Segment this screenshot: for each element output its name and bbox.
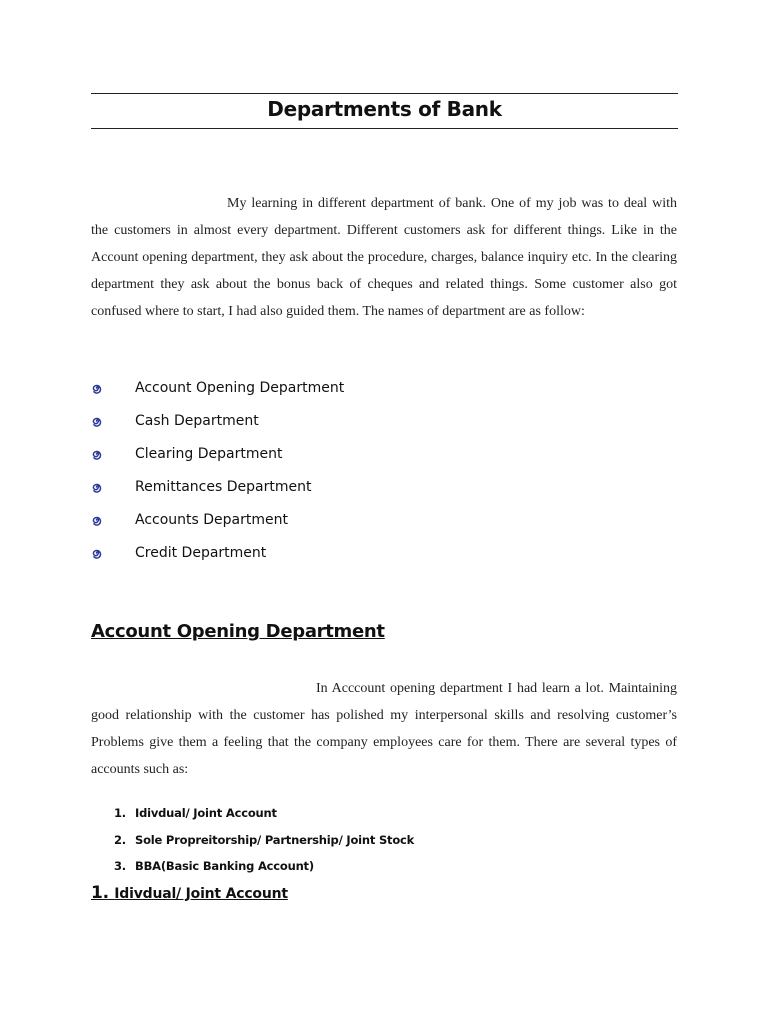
list-item [91, 853, 414, 880]
department-label: Clearing Department [135, 445, 283, 462]
subsection-label: Idivdual/ Joint Account [114, 886, 288, 902]
title-top-rule [91, 93, 678, 94]
subsection-heading [91, 883, 288, 903]
intro-paragraph: My learning in different department of bank. One of my job was to deal with the customers in almost every department. Different customers ask for different things. Like in the Account opening department, they ask about the procedure, charges, balance inquiry etc. In the clearing department they ask about the bonus back of cheques and related things. Some customer also got confused where to start, I had also guided them. The names of department are as follow: [91, 196, 677, 319]
list-item [91, 371, 591, 404]
account-type-label: BBA(Basic Banking Account) [135, 859, 314, 874]
list-item [91, 536, 591, 569]
department-label: Accounts Department [135, 511, 288, 528]
list-number: 3. [114, 859, 126, 874]
department-list [91, 371, 591, 569]
section-paragraph: In Acccount opening department I had learn a lot. Maintaining good relationship with the customer has polished my interpersonal skills and resolving customer’s Problems give them a feeling that the company employees care for them. There are several types of accounts such as: [91, 681, 677, 777]
swirl-bullet-icon [91, 382, 103, 394]
account-type-label: Sole Propreitorship/ Partnership/ Joint Stock [135, 832, 415, 847]
department-label: Remittances Department [135, 478, 312, 495]
account-types-list [91, 800, 414, 880]
list-item [91, 437, 591, 470]
swirl-bullet-icon [91, 448, 103, 460]
subsection-number: 1. [91, 883, 109, 903]
list-number: 2. [114, 832, 126, 847]
title-bottom-rule [91, 128, 678, 129]
list-item [91, 503, 591, 536]
account-type-label: Idivdual/ Joint Account [135, 806, 277, 821]
list-item [91, 470, 591, 503]
list-item [91, 800, 414, 827]
section-heading: Account Opening Department [91, 621, 385, 642]
department-label: Account Opening Department [135, 379, 345, 396]
list-number: 1. [114, 806, 126, 821]
list-item [91, 827, 414, 854]
list-item [91, 404, 591, 437]
swirl-bullet-icon [91, 415, 103, 427]
department-label: Credit Department [135, 544, 267, 561]
page-title: Departments of Bank [267, 97, 502, 121]
swirl-bullet-icon [91, 547, 103, 559]
department-label: Cash Department [135, 412, 259, 429]
swirl-bullet-icon [91, 481, 103, 493]
swirl-bullet-icon [91, 514, 103, 526]
